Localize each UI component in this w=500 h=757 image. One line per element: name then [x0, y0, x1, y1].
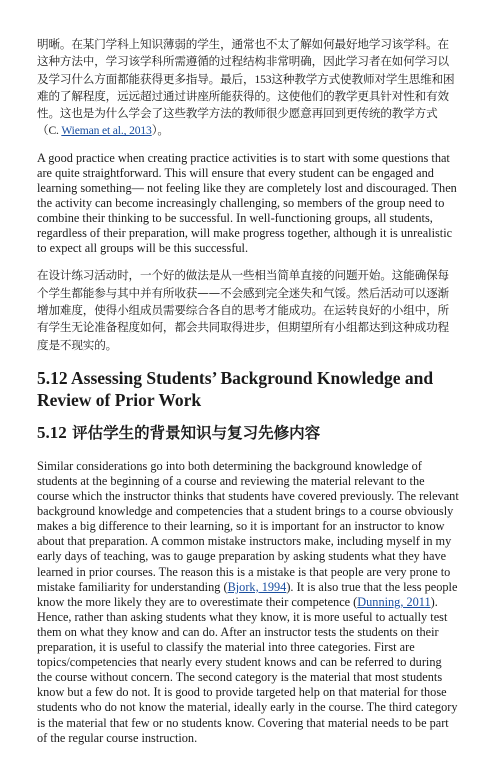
section-title: 评估学生的背景知识与复习先修内容: [72, 423, 321, 442]
paragraph-text: ）。: [151, 123, 169, 138]
paragraph-text: ). It is also true that the less people know the more likely they are to overestimate their competence (: [37, 579, 458, 609]
chinese-paragraph-practice-activities: 在设计练习活动时，一个好的做法是从一些相当简单直接的问题开始。这能确保每个学生都能参与其中并有所收获——不会感到完全迷失和气馁。然后活动可以逐渐增加难度，使得小组成员需要综合各自的思考才能成功。在运转良好的小组中，所有学生无论准备程度如何，都会共同取得进步，但期望所有小组都达到这种成功程度是不现实的。: [37, 268, 449, 352]
paragraph-text: 明晰。在某门学科上知识薄弱的学生，通常也不太了解如何最好地学习该学科。在这种方法中，学习该学科所需遵循的过程结构非常明确，因此学习者在如何学习以及学习什么方面都能获得更多指导。最后，: [37, 37, 449, 86]
citation-link-dunning-2011[interactable]: Dunning, 2011: [357, 594, 431, 609]
section-heading-chinese: [37, 423, 459, 443]
english-paragraph-background-knowledge: [37, 459, 459, 746]
chinese-paragraph-teaching-approach: [37, 36, 459, 140]
document-page: [37, 36, 459, 757]
paragraph-text: ). Hence, rather than asking students what they know, it is more useful to actually test them on what they know and can do. After an instructor tests the students on their preparation, it is useful to classify the material into three categories. First are topics/competencies that nearly every student knows and can be referred to during the course without concern. The second category is the material that most students know but a few do not. It is good to provide targeted help on that material for those students who do not know the material, ideally early in the course. The third category is the material that few or no students know. Covering that material needs to be part of the regular course instruction.: [37, 594, 458, 745]
footnote-number: 153: [254, 72, 272, 86]
citation-link-bjork-1994[interactable]: Bjork, 1994: [227, 579, 287, 594]
english-paragraph-practice-activities: A good practice when creating practice activities is to start with some questions that are quite straightforward. This will ensure that every student can be engaged and learning something— not feeling like they are completely lost and discouraged. Then the activity can become increasingly challenging, so members of the group need to combine their thinking to be successful. In well-functioning groups, all students, regardless of their preparation, will make progress together, although it is unrealistic to expect all groups will be this successful.: [37, 150, 457, 256]
paragraph-text: Similar considerations go into both determining the background knowledge of students at the beginning of a course and reviewing the material relevant to the course which the instructor thinks that students have covered previously. The relevant background knowledge and competencies that a student brings to a course obviously makes a big difference to their learning, so it is important for an instructor to know about that preparation. A common mistake instructors make, including myself in my early days of teaching, was to gauge preparation by asking students what they have learned in prior courses. The reason this is a mistake is that people are very prone to mistake familiarity for understanding (: [37, 458, 459, 594]
citation-prefix: C.: [48, 124, 62, 138]
citation-link-wieman-2013[interactable]: Wieman et al., 2013: [61, 124, 152, 138]
section-number: 5.12: [37, 422, 67, 442]
section-heading-english: 5.12 Assessing Students’ Background Knowledge and Review of Prior Work: [37, 367, 434, 410]
paragraph-text: 这种教学方式使教师对学生思维和困难的了解程度，远远超过通过讲座所能获得的。这使他们的教学更具针对性和有效性。这也是为什么学会了这些教学方法的教师很少愿意再回到更传统的教学方式（: [37, 71, 455, 138]
